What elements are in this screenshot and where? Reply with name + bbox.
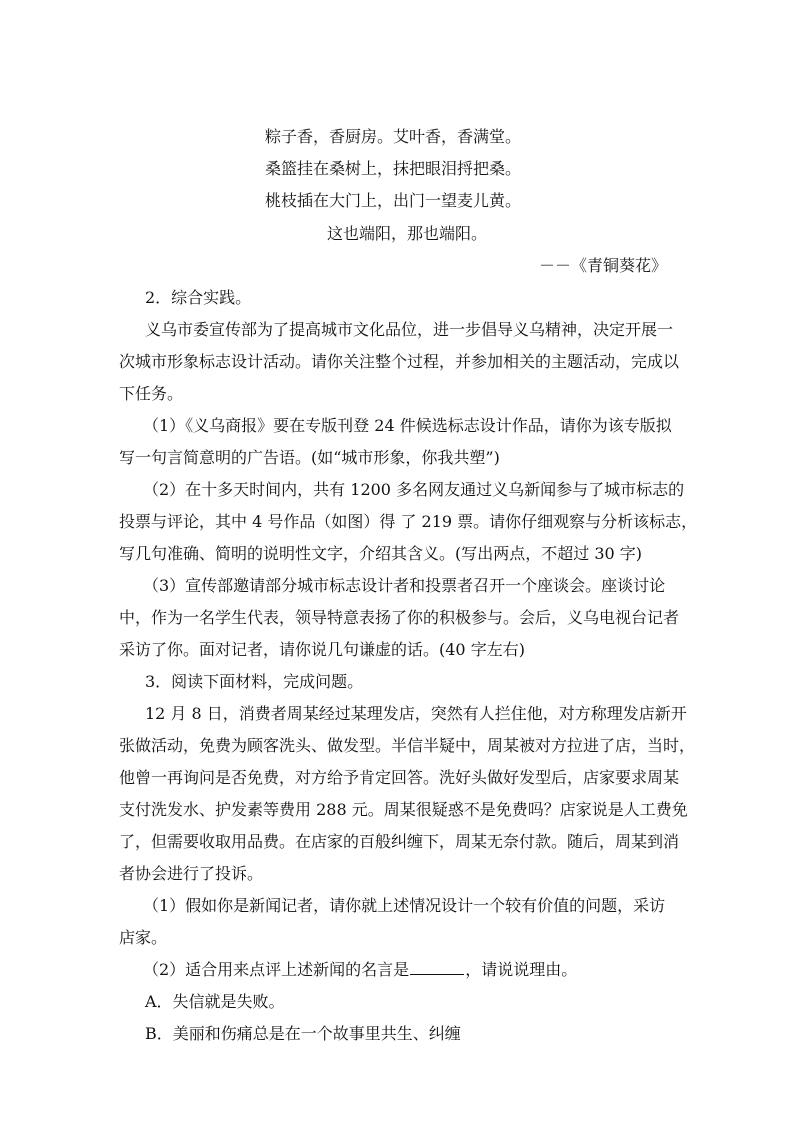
q2-heading: 2．综合实践。 <box>145 288 252 307</box>
q3-task2-text-after: ，请说说理由。 <box>465 960 578 979</box>
q2-intro-line-3: 下任务。 <box>119 384 184 403</box>
q3-task2-line <box>143 960 577 980</box>
poem-line-1: 粽子香，香厨房。艾叶香，香满堂。 <box>265 127 522 146</box>
q2-intro-line-2: 次城市形象标志设计活动。请你关注整个过程，并参加相关的主题活动，完成以 <box>119 352 680 371</box>
poem-source: －－《青铜葵花》 <box>538 256 667 275</box>
q3-material-line-3: 他曾一再询问是否免费，对方给予肯定回答。洗好头做好发型后，店家要求周某 <box>119 768 680 787</box>
q3-material-line-1: 12 月 8 日，消费者周某经过某理发店，突然有人拦住他，对方称理发店新开 <box>145 704 687 723</box>
q3-option-a: A．失信就是失败。 <box>145 992 285 1011</box>
q2-task3-line-1: （3）宣传部邀请部分城市标志设计者和投票者召开一个座谈会。座谈讨论 <box>143 576 666 595</box>
q2-task1-line-2: 写一句言简意明的广告语。(如“城市形象，你我共塑”) <box>119 448 500 467</box>
q2-task2-line-3: 写几句准确、简明的说明性文字，介绍其含义。(写出两点，不超过 30 字) <box>119 544 643 563</box>
answer-blank[interactable] <box>410 960 464 975</box>
q3-task1-line-2: 店家。 <box>119 928 168 947</box>
q3-task1-line-1: （1）假如你是新闻记者，请你就上述情况设计一个较有价值的问题，采访 <box>143 896 666 915</box>
q2-task1-line-1: （1）《义乌商报》要在专版刊登 24 件候选标志设计作品，请你为该专版拟 <box>143 416 672 435</box>
q2-task3-line-3: 采访了你。面对记者，请你说几句谦虚的话。(40 字左右) <box>119 640 525 659</box>
q3-task2-text-before: （2）适合用来点评上述新闻的名言是 <box>143 960 410 979</box>
q2-task2-line-1: （2）在十多天时间内，共有 1200 多名网友通过义乌新闻参与了城市标志的 <box>143 480 685 499</box>
q3-material-line-4: 支付洗发水、护发素等费用 288 元。周某很疑惑不是免费吗？店家说是人工费免 <box>119 800 688 819</box>
q2-task2-line-2: 投票与评论，其中 4 号作品（如图）得 了 219 票。请你仔细观察与分析该标志， <box>119 512 698 531</box>
q3-material-line-5: 了，但需要收取用品费。在店家的百般纠缠下，周某无奈付款。随后，周某到消 <box>119 832 680 851</box>
q3-heading: 3．阅读下面材料，完成问题。 <box>145 672 364 691</box>
q3-material-line-2: 张做活动，免费为顾客洗头、做发型。半信半疑中，周某被对方拉进了店，当时， <box>119 736 696 755</box>
q2-intro-line-1: 义乌市委宣传部为了提高城市文化品位，进一步倡导义乌精神，决定开展一 <box>145 320 674 339</box>
q3-material-line-6: 者协会进行了投诉。 <box>119 864 264 883</box>
poem-line-4: 这也端阳，那也端阳。 <box>327 224 488 243</box>
q2-task3-line-2: 中，作为一名学生代表，领导特意表扬了你的积极参与。会后，义乌电视台记者 <box>119 608 680 627</box>
q3-option-b: B．美丽和伤痛总是在一个故事里共生、纠缠 <box>145 1024 461 1043</box>
poem-line-2: 桑篮挂在桑树上，抹把眼泪捋把桑。 <box>265 159 522 178</box>
poem-line-3: 桃枝插在大门上，出门一望麦儿黄。 <box>265 191 522 210</box>
